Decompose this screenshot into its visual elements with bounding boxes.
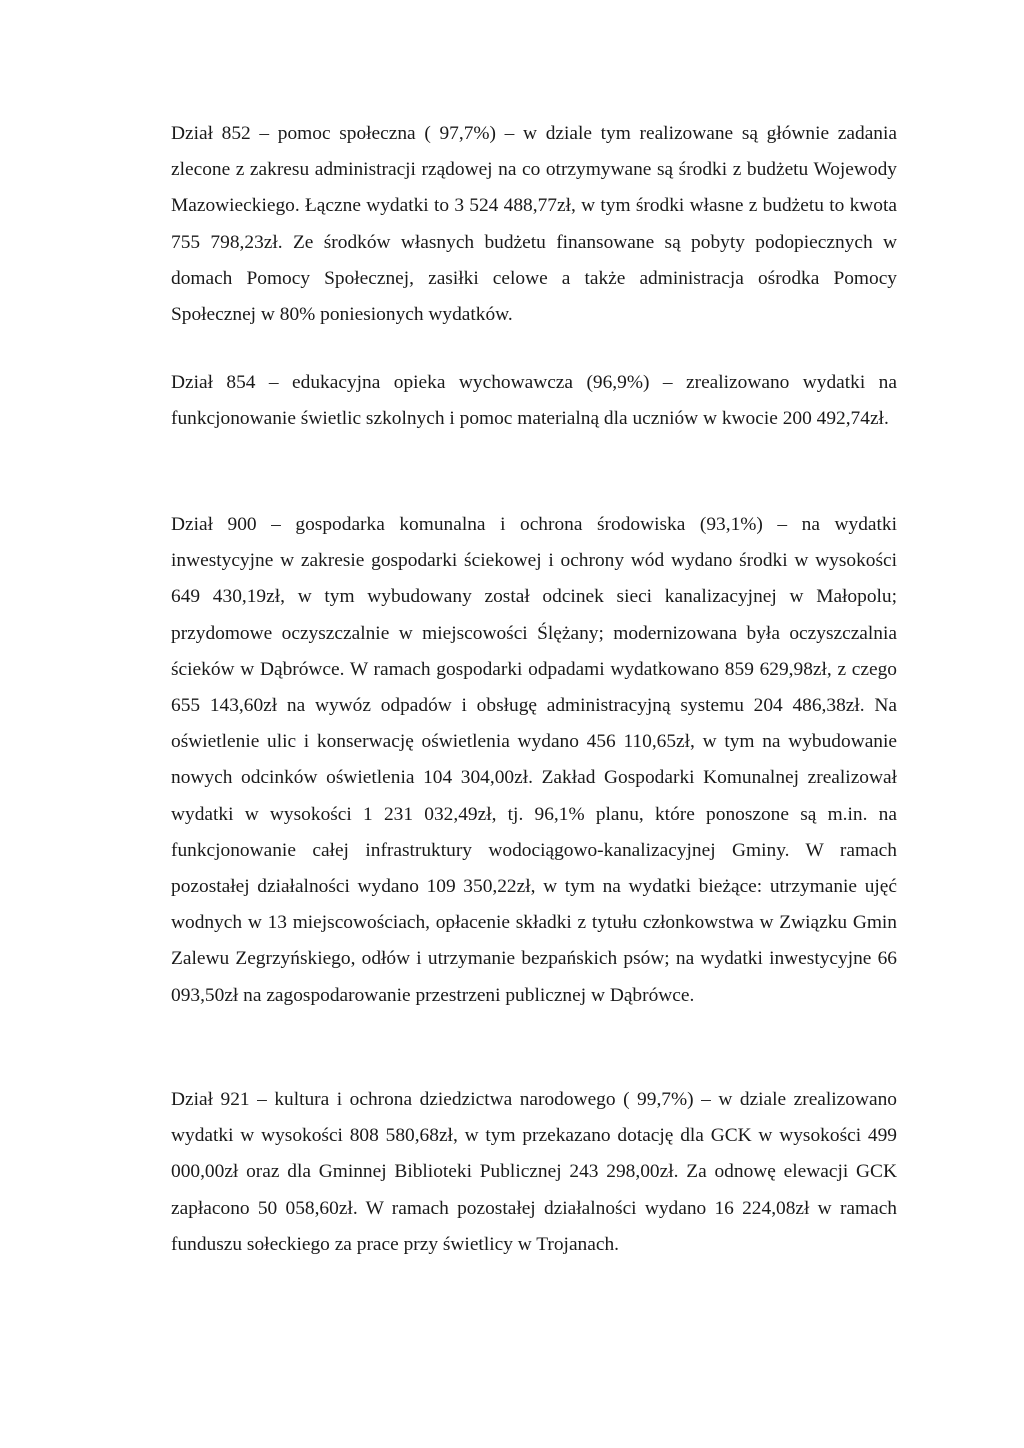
paragraph-dzial-854: Dział 854 – edukacyjna opieka wychowawcza (96,9%) – zrealizowano wydatki na funkcjonowanie świetlic szkolnych i pomoc materialną dla uczniów w kwocie 200 492,74zł. [171,372,897,430]
paragraph-dzial-852: Dział 852 – pomoc społeczna ( 97,7%) – w dziale tym realizowane są głównie zadania zlecone z zakresu administracji rządowej na co otrzymywane są środki z budżetu Wojewody Mazowieckiego. Łączne wydatki to 3 524 488,77zł, w tym środki własne z budżetu to kwota 755 798,23zł. Ze środków własnych budżetu finansowane są pobyty podopiecznych w domach Pomocy Społecznej, zasiłki celowe a także administracja ośrodka Pomocy Społecznej w 80% poniesionych wydatków. [171,123,897,326]
paragraph-dzial-921: Dział 921 – kultura i ochrona dziedzictwa narodowego ( 99,7%) – w dziale zrealizowano wydatki w wysokości 808 580,68zł, w tym przekazano dotację dla GCK w wysokości 499 000,00zł oraz dla Gminnej Biblioteki Publicznej 243 298,00zł. Za odnowę elewacji GCK zapłacono 50 058,60zł. W ramach pozostałej działalności wydano 16 224,08zł w ramach funduszu sołeckiego za prace przy świetlicy w Trojanach. [171,1089,897,1255]
paragraph-dzial-900: Dział 900 – gospodarka komunalna i ochrona środowiska (93,1%) – na wydatki inwestycyjne w zakresie gospodarki ściekowej i ochrony wód wydano środki w wysokości 649 430,19zł, w tym wybudowany został odcinek sieci kanalizacyjnej w Małopolu; przydomowe oczyszczalnie w miejscowości Ślężany; modernizowana była oczyszczalnia ścieków w Dąbrówce. W ramach gospodarki odpadami wydatkowano 859 629,98zł, z czego 655 143,60zł na wywóz odpadów i obsługę administracyjną systemu 204 486,38zł. Na oświetlenie ulic i konserwację oświetlenia wydano 456 110,65zł, w tym na wybudowanie nowych odcinków oświetlenia 104 304,00zł. Zakład Gospodarki Komunalnej zrealizował wydatki w wysokości 1 231 032,49zł, tj. 96,1% planu, które ponoszone są m.in. na funkcjonowanie całej infrastruktury wodociągowo-kanalizacyjnej Gminy. W ramach pozostałej działalności wydano 109 350,22zł, w tym na wydatki bieżące: utrzymanie ujęć wodnych w 13 miejscowościach, opłacenie składki z tytułu członkowstwa w Związku Gmin Zalewu Zegrzyńskiego, odłów i utrzymanie bezpańskich psów; na wydatki inwestycyjne 66 093,50zł na zagospodarowanie przestrzeni publicznej w Dąbrówce. [171,514,897,1006]
